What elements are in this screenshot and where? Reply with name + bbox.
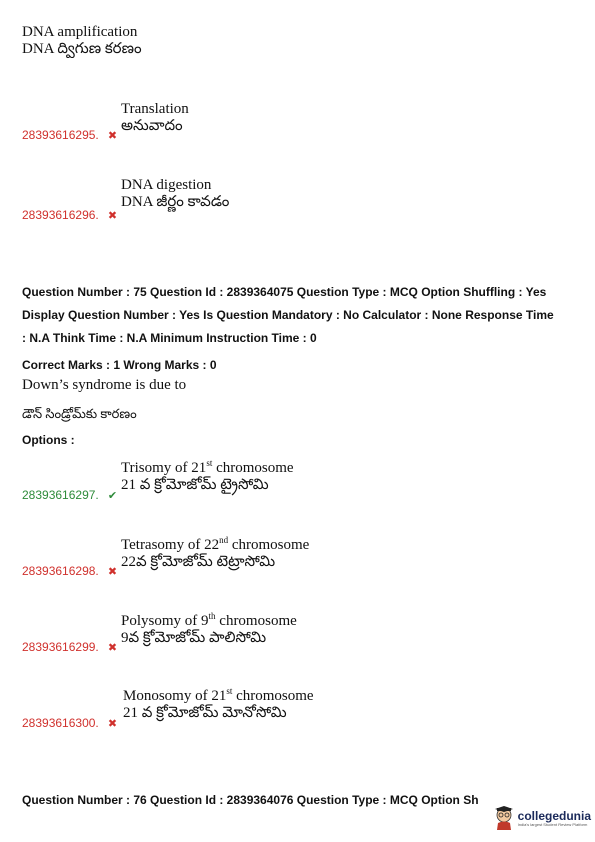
mascot-icon [493,806,515,830]
wrong-mark-icon: ✖ [107,717,118,730]
option-row [22,712,117,731]
option-text-en: DNA digestion [121,177,212,193]
question-meta-line: : N.A Think Time : N.A Minimum Instruction Time : 0 [22,331,317,345]
logo-tagline: India's largest Student Review Platform [517,821,588,827]
option-row [22,560,117,579]
question-meta-line: Display Question Number : Yes Is Question Mandatory : No Calculator : None Response Time [22,308,554,322]
option-text-te: DNA జీర్ణం కావడం [121,194,230,210]
option-text-en: Trisomy of 21st chromosome [121,458,294,476]
logo-name: collegedunia [517,808,591,823]
option-text [123,688,314,722]
option-text-te: అనువాదం [121,118,183,134]
option-text [121,460,294,494]
option-id: 28393616300. [22,716,99,730]
option-text-en: Translation [121,101,189,117]
option-id: 28393616295. [22,128,99,142]
option-text [121,537,309,571]
question-marks: Correct Marks : 1 Wrong Marks : 0 [22,358,217,372]
option-id: 28393616298. [22,564,99,578]
question-text-en: Down’s syndrome is due to [22,377,187,393]
option-row [22,636,117,655]
option-text-en: Polysomy of 9th chromosome [121,611,297,629]
option-text-en: Monosomy of 21st chromosome [123,686,314,704]
wrong-mark-icon: ✖ [107,129,118,142]
option-text-en: Tetrasomy of 22nd chromosome [121,535,310,553]
option-text [121,101,189,135]
option-id: 28393616296. [22,208,99,222]
check-mark-icon: ✔ [107,489,118,502]
wrong-mark-icon: ✖ [107,209,118,222]
collegedunia-logo [493,806,591,830]
prev-option-text [22,24,142,58]
option-text-te: 21 వ క్రోమోజోమ్ మోనోసోమి [123,705,287,721]
wrong-mark-icon: ✖ [107,641,118,654]
option-text [121,177,229,211]
prev-option-text-en: DNA amplification [22,24,138,40]
option-id: 28393616297. [22,488,99,502]
option-text [121,613,297,647]
question-meta-line: Question Number : 75 Question Id : 2839364075 Question Type : MCQ Option Shuffling : Yes [22,285,547,299]
option-text-te: 22వ క్రోమోజోమ్ టెట్రాసోమి [121,554,276,570]
option-text-te: 21 వ క్రోమోజోమ్ ట్రైసోమి [121,477,269,493]
question-text-te: డౌన్ సిండ్రోమ్‌కు కారణం [22,406,137,421]
option-row [22,484,117,503]
option-row [22,204,117,223]
option-id: 28393616299. [22,640,99,654]
prev-option-text-te: DNA ద్విగుణ కరణం [22,41,142,57]
wrong-mark-icon: ✖ [107,565,118,578]
question-meta-line: Question Number : 76 Question Id : 2839364076 Question Type : MCQ Option Sh [22,793,479,807]
options-label: Options : [22,433,75,447]
option-row [22,124,117,143]
option-text-te: 9వ క్రోమోజోమ్ పాలిసోమి [121,630,267,646]
